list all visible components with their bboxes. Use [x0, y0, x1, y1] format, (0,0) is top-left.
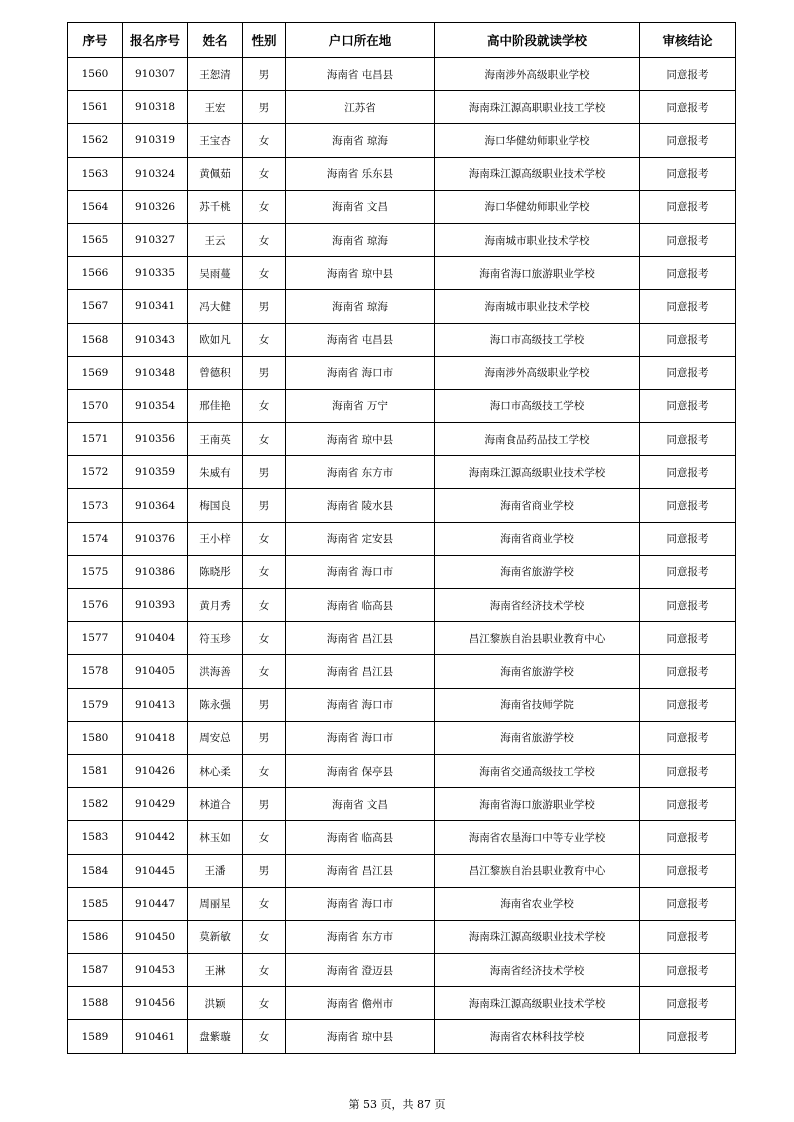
table-row	[68, 788, 736, 821]
cell-registration-no: 910461	[123, 1020, 188, 1053]
cell-high-school: 海南省经济技术学校	[435, 954, 640, 987]
table-row	[68, 190, 736, 223]
cell-household-location: 海南省 临高县	[286, 821, 435, 854]
cell-review-conclusion: 同意报考	[640, 190, 736, 223]
cell-name: 黄月秀	[188, 589, 243, 622]
cell-household-location: 海南省 儋州市	[286, 987, 435, 1020]
header-household-location: 户口所在地	[286, 23, 435, 58]
cell-review-conclusion: 同意报考	[640, 456, 736, 489]
cell-gender: 女	[243, 987, 286, 1020]
cell-high-school: 海南城市职业技术学校	[435, 290, 640, 323]
cell-household-location: 海南省 陵水县	[286, 489, 435, 522]
cell-gender: 女	[243, 522, 286, 555]
cell-name: 陈晓彤	[188, 555, 243, 588]
cell-name: 周丽星	[188, 887, 243, 920]
cell-seq: 1565	[68, 223, 123, 256]
cell-review-conclusion: 同意报考	[640, 489, 736, 522]
cell-gender: 女	[243, 555, 286, 588]
cell-registration-no: 910376	[123, 522, 188, 555]
cell-seq: 1586	[68, 920, 123, 953]
cell-seq: 1589	[68, 1020, 123, 1053]
table-header-row	[68, 23, 736, 58]
cell-high-school: 海南涉外高级职业学校	[435, 58, 640, 91]
header-name: 姓名	[188, 23, 243, 58]
cell-household-location: 海南省 海口市	[286, 555, 435, 588]
cell-review-conclusion: 同意报考	[640, 555, 736, 588]
cell-review-conclusion: 同意报考	[640, 124, 736, 157]
cell-registration-no: 910386	[123, 555, 188, 588]
cell-name: 欧如凡	[188, 323, 243, 356]
header-gender: 性别	[243, 23, 286, 58]
table-row	[68, 655, 736, 688]
cell-seq: 1583	[68, 821, 123, 854]
cell-name: 周安总	[188, 721, 243, 754]
cell-gender: 男	[243, 489, 286, 522]
cell-registration-no: 910442	[123, 821, 188, 854]
cell-review-conclusion: 同意报考	[640, 987, 736, 1020]
cell-gender: 男	[243, 721, 286, 754]
table-row	[68, 456, 736, 489]
cell-high-school: 海南省海口旅游职业学校	[435, 788, 640, 821]
cell-seq: 1562	[68, 124, 123, 157]
cell-registration-no: 910335	[123, 257, 188, 290]
cell-name: 朱威有	[188, 456, 243, 489]
cell-seq: 1581	[68, 754, 123, 787]
cell-seq: 1579	[68, 688, 123, 721]
cell-seq: 1584	[68, 854, 123, 887]
cell-review-conclusion: 同意报考	[640, 157, 736, 190]
cell-household-location: 海南省 海口市	[286, 688, 435, 721]
cell-registration-no: 910418	[123, 721, 188, 754]
table-row	[68, 987, 736, 1020]
cell-gender: 女	[243, 124, 286, 157]
header-review-conclusion: 审核结论	[640, 23, 736, 58]
cell-high-school: 海南珠江源高级职业技术学校	[435, 987, 640, 1020]
table-row	[68, 157, 736, 190]
cell-review-conclusion: 同意报考	[640, 920, 736, 953]
review-results-table	[67, 22, 736, 1054]
table-row	[68, 124, 736, 157]
table-row	[68, 920, 736, 953]
cell-seq: 1578	[68, 655, 123, 688]
cell-household-location: 海南省 海口市	[286, 356, 435, 389]
cell-gender: 女	[243, 887, 286, 920]
table-row	[68, 257, 736, 290]
cell-high-school: 海南省农垦海口中等专业学校	[435, 821, 640, 854]
header-seq: 序号	[68, 23, 123, 58]
cell-high-school: 海南省经济技术学校	[435, 589, 640, 622]
cell-household-location: 海南省 乐东县	[286, 157, 435, 190]
cell-registration-no: 910450	[123, 920, 188, 953]
cell-high-school: 海南省旅游学校	[435, 555, 640, 588]
cell-name: 曾德积	[188, 356, 243, 389]
cell-gender: 女	[243, 323, 286, 356]
cell-high-school: 昌江黎族自治县职业教育中心	[435, 622, 640, 655]
cell-gender: 男	[243, 788, 286, 821]
cell-gender: 女	[243, 157, 286, 190]
table-row	[68, 954, 736, 987]
cell-name: 邢佳艳	[188, 389, 243, 422]
cell-gender: 男	[243, 356, 286, 389]
cell-name: 王恕清	[188, 58, 243, 91]
page-footer: 第 53 页，共 87 页	[348, 1098, 446, 1111]
cell-review-conclusion: 同意报考	[640, 622, 736, 655]
table-row	[68, 423, 736, 456]
table-row	[68, 389, 736, 422]
cell-review-conclusion: 同意报考	[640, 887, 736, 920]
cell-gender: 男	[243, 854, 286, 887]
cell-registration-no: 910445	[123, 854, 188, 887]
cell-registration-no: 910404	[123, 622, 188, 655]
cell-review-conclusion: 同意报考	[640, 754, 736, 787]
table-row	[68, 821, 736, 854]
table-body	[68, 58, 736, 1054]
cell-seq: 1561	[68, 91, 123, 124]
cell-registration-no: 910426	[123, 754, 188, 787]
cell-high-school: 海南珠江源高职职业技工学校	[435, 91, 640, 124]
cell-household-location: 海南省 琼海	[286, 223, 435, 256]
cell-seq: 1585	[68, 887, 123, 920]
cell-gender: 女	[243, 954, 286, 987]
cell-high-school: 海南省农业学校	[435, 887, 640, 920]
cell-seq: 1588	[68, 987, 123, 1020]
cell-review-conclusion: 同意报考	[640, 290, 736, 323]
cell-high-school: 海南食品药品技工学校	[435, 423, 640, 456]
cell-seq: 1560	[68, 58, 123, 91]
cell-high-school: 海南省旅游学校	[435, 721, 640, 754]
header-registration-no: 报名序号	[123, 23, 188, 58]
cell-seq: 1575	[68, 555, 123, 588]
cell-household-location: 海南省 琼中县	[286, 1020, 435, 1053]
cell-name: 王云	[188, 223, 243, 256]
table-row	[68, 622, 736, 655]
cell-seq: 1568	[68, 323, 123, 356]
table-row	[68, 721, 736, 754]
cell-gender: 女	[243, 257, 286, 290]
cell-registration-no: 910341	[123, 290, 188, 323]
cell-gender: 女	[243, 821, 286, 854]
cell-seq: 1566	[68, 257, 123, 290]
cell-review-conclusion: 同意报考	[640, 257, 736, 290]
cell-household-location: 海南省 文昌	[286, 190, 435, 223]
cell-registration-no: 910453	[123, 954, 188, 987]
cell-gender: 女	[243, 655, 286, 688]
cell-registration-no: 910348	[123, 356, 188, 389]
cell-high-school: 海口华健幼师职业学校	[435, 190, 640, 223]
cell-registration-no: 910364	[123, 489, 188, 522]
cell-seq: 1582	[68, 788, 123, 821]
cell-seq: 1572	[68, 456, 123, 489]
cell-high-school: 海南涉外高级职业学校	[435, 356, 640, 389]
cell-name: 林玉如	[188, 821, 243, 854]
cell-review-conclusion: 同意报考	[640, 821, 736, 854]
cell-household-location: 海南省 昌江县	[286, 622, 435, 655]
cell-name: 黄佩茹	[188, 157, 243, 190]
cell-name: 林心柔	[188, 754, 243, 787]
cell-household-location: 海南省 琼海	[286, 290, 435, 323]
cell-name: 王宏	[188, 91, 243, 124]
cell-registration-no: 910359	[123, 456, 188, 489]
cell-gender: 男	[243, 58, 286, 91]
cell-gender: 女	[243, 190, 286, 223]
cell-gender: 女	[243, 223, 286, 256]
cell-registration-no: 910318	[123, 91, 188, 124]
cell-gender: 女	[243, 389, 286, 422]
table-row	[68, 91, 736, 124]
cell-name: 洪海善	[188, 655, 243, 688]
cell-household-location: 海南省 屯昌县	[286, 58, 435, 91]
cell-review-conclusion: 同意报考	[640, 522, 736, 555]
cell-name: 王潘	[188, 854, 243, 887]
table-row	[68, 555, 736, 588]
cell-seq: 1563	[68, 157, 123, 190]
cell-review-conclusion: 同意报考	[640, 688, 736, 721]
cell-seq: 1580	[68, 721, 123, 754]
cell-gender: 女	[243, 622, 286, 655]
table-row	[68, 688, 736, 721]
table-row	[68, 489, 736, 522]
cell-high-school: 海南省技师学院	[435, 688, 640, 721]
cell-seq: 1574	[68, 522, 123, 555]
cell-name: 梅国良	[188, 489, 243, 522]
cell-household-location: 海南省 东方市	[286, 456, 435, 489]
cell-gender: 女	[243, 589, 286, 622]
cell-high-school: 海口市高级技工学校	[435, 389, 640, 422]
cell-household-location: 海南省 昌江县	[286, 655, 435, 688]
cell-household-location: 海南省 琼中县	[286, 423, 435, 456]
cell-high-school: 海南珠江源高级职业技术学校	[435, 920, 640, 953]
cell-household-location: 海南省 临高县	[286, 589, 435, 622]
cell-household-location: 海南省 澄迈县	[286, 954, 435, 987]
cell-name: 苏千桃	[188, 190, 243, 223]
cell-seq: 1571	[68, 423, 123, 456]
cell-high-school: 海南珠江源高级职业技术学校	[435, 157, 640, 190]
cell-name: 吴雨蔓	[188, 257, 243, 290]
cell-name: 符玉珍	[188, 622, 243, 655]
table-row	[68, 887, 736, 920]
cell-high-school: 海南省旅游学校	[435, 655, 640, 688]
table-row	[68, 854, 736, 887]
cell-household-location: 江苏省	[286, 91, 435, 124]
cell-registration-no: 910447	[123, 887, 188, 920]
cell-review-conclusion: 同意报考	[640, 323, 736, 356]
cell-registration-no: 910456	[123, 987, 188, 1020]
cell-gender: 女	[243, 1020, 286, 1053]
table-row	[68, 356, 736, 389]
cell-registration-no: 910324	[123, 157, 188, 190]
cell-household-location: 海南省 昌江县	[286, 854, 435, 887]
cell-registration-no: 910307	[123, 58, 188, 91]
table-row	[68, 1020, 736, 1053]
cell-high-school: 海南城市职业技术学校	[435, 223, 640, 256]
cell-registration-no: 910429	[123, 788, 188, 821]
cell-seq: 1573	[68, 489, 123, 522]
table-row	[68, 754, 736, 787]
cell-name: 林道合	[188, 788, 243, 821]
cell-gender: 女	[243, 920, 286, 953]
cell-review-conclusion: 同意报考	[640, 389, 736, 422]
table-row	[68, 290, 736, 323]
cell-registration-no: 910354	[123, 389, 188, 422]
cell-high-school: 昌江黎族自治县职业教育中心	[435, 854, 640, 887]
cell-high-school: 海口华健幼师职业学校	[435, 124, 640, 157]
cell-review-conclusion: 同意报考	[640, 721, 736, 754]
cell-household-location: 海南省 海口市	[286, 887, 435, 920]
cell-review-conclusion: 同意报考	[640, 589, 736, 622]
cell-high-school: 海南省交通高级技工学校	[435, 754, 640, 787]
cell-review-conclusion: 同意报考	[640, 58, 736, 91]
cell-household-location: 海南省 琼中县	[286, 257, 435, 290]
cell-household-location: 海南省 屯昌县	[286, 323, 435, 356]
cell-name: 王南英	[188, 423, 243, 456]
cell-name: 盘紫璇	[188, 1020, 243, 1053]
cell-review-conclusion: 同意报考	[640, 91, 736, 124]
cell-name: 王淋	[188, 954, 243, 987]
cell-review-conclusion: 同意报考	[640, 954, 736, 987]
table-row	[68, 589, 736, 622]
table-row	[68, 58, 736, 91]
cell-registration-no: 910343	[123, 323, 188, 356]
cell-name: 王宝杏	[188, 124, 243, 157]
cell-registration-no: 910413	[123, 688, 188, 721]
cell-gender: 女	[243, 423, 286, 456]
cell-review-conclusion: 同意报考	[640, 223, 736, 256]
cell-high-school: 海南省商业学校	[435, 489, 640, 522]
cell-name: 洪颖	[188, 987, 243, 1020]
cell-review-conclusion: 同意报考	[640, 788, 736, 821]
cell-household-location: 海南省 海口市	[286, 721, 435, 754]
cell-household-location: 海南省 东方市	[286, 920, 435, 953]
cell-seq: 1570	[68, 389, 123, 422]
cell-gender: 女	[243, 754, 286, 787]
cell-registration-no: 910327	[123, 223, 188, 256]
cell-household-location: 海南省 万宁	[286, 389, 435, 422]
cell-seq: 1564	[68, 190, 123, 223]
cell-household-location: 海南省 文昌	[286, 788, 435, 821]
cell-high-school: 海南珠江源高级职业技术学校	[435, 456, 640, 489]
cell-seq: 1576	[68, 589, 123, 622]
cell-household-location: 海南省 定安县	[286, 522, 435, 555]
cell-registration-no: 910326	[123, 190, 188, 223]
cell-name: 王小梓	[188, 522, 243, 555]
cell-gender: 男	[243, 456, 286, 489]
cell-gender: 男	[243, 688, 286, 721]
cell-registration-no: 910356	[123, 423, 188, 456]
cell-seq: 1587	[68, 954, 123, 987]
cell-registration-no: 910319	[123, 124, 188, 157]
cell-high-school: 海南省海口旅游职业学校	[435, 257, 640, 290]
cell-name: 陈永强	[188, 688, 243, 721]
cell-name: 冯大健	[188, 290, 243, 323]
cell-registration-no: 910393	[123, 589, 188, 622]
cell-household-location: 海南省 保亭县	[286, 754, 435, 787]
cell-gender: 男	[243, 91, 286, 124]
cell-name: 莫新敏	[188, 920, 243, 953]
cell-household-location: 海南省 琼海	[286, 124, 435, 157]
header-high-school: 高中阶段就读学校	[435, 23, 640, 58]
cell-review-conclusion: 同意报考	[640, 356, 736, 389]
cell-review-conclusion: 同意报考	[640, 854, 736, 887]
cell-review-conclusion: 同意报考	[640, 423, 736, 456]
cell-high-school: 海南省商业学校	[435, 522, 640, 555]
cell-seq: 1567	[68, 290, 123, 323]
cell-review-conclusion: 同意报考	[640, 1020, 736, 1053]
table-row	[68, 522, 736, 555]
cell-seq: 1577	[68, 622, 123, 655]
cell-high-school: 海口市高级技工学校	[435, 323, 640, 356]
cell-gender: 男	[243, 290, 286, 323]
cell-seq: 1569	[68, 356, 123, 389]
cell-review-conclusion: 同意报考	[640, 655, 736, 688]
table-row	[68, 223, 736, 256]
cell-high-school: 海南省农林科技学校	[435, 1020, 640, 1053]
cell-registration-no: 910405	[123, 655, 188, 688]
table-row	[68, 323, 736, 356]
